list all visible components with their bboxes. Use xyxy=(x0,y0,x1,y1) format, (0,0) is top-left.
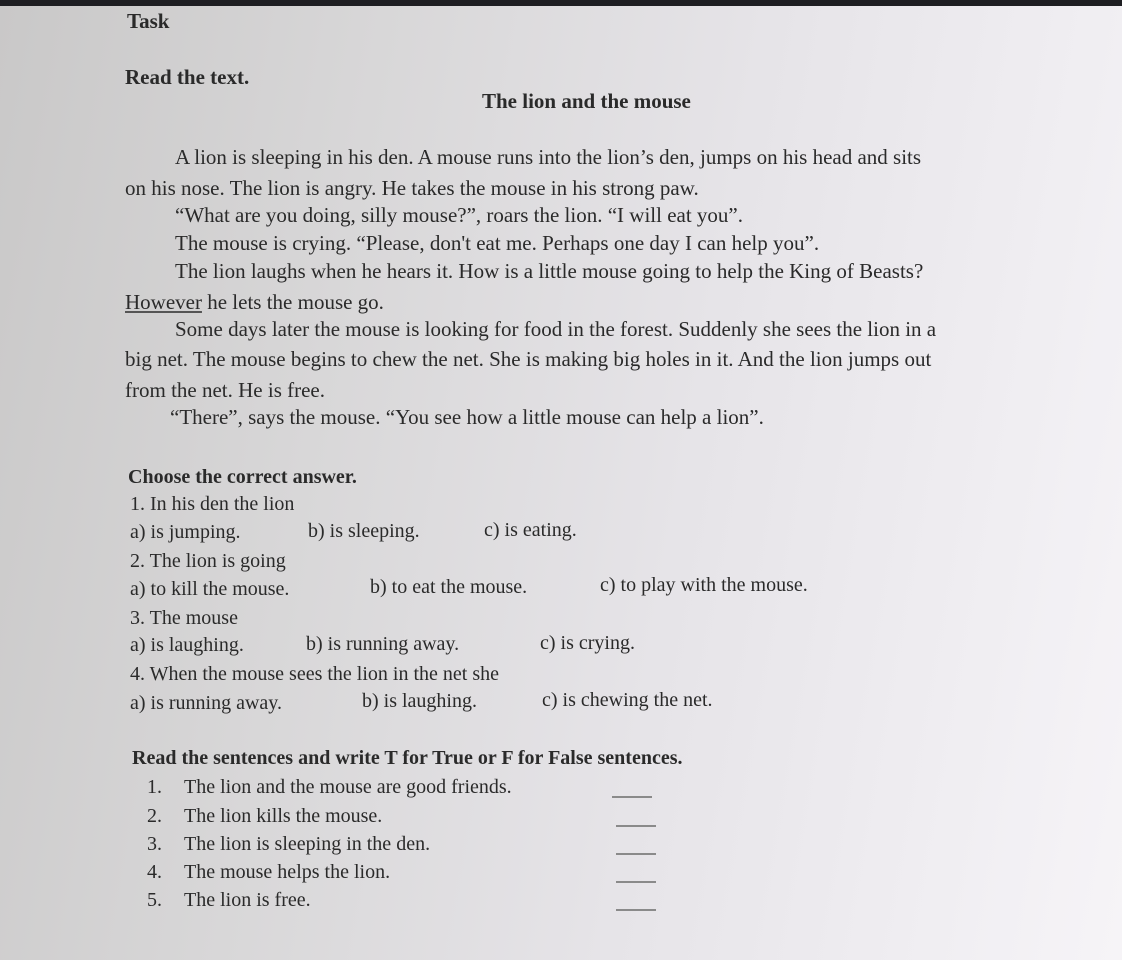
tf-statement: The mouse helps the lion. xyxy=(184,861,391,883)
question-stem: 4. When the mouse sees the lion in the net she xyxy=(130,663,499,685)
answer-option: c) to play with the mouse. xyxy=(600,574,808,596)
tf-statement: The lion is free. xyxy=(184,889,311,911)
story-title: The lion and the mouse xyxy=(482,89,691,113)
answer-option: b) is sleeping. xyxy=(308,520,420,542)
answer-option: c) is chewing the net. xyxy=(542,689,713,711)
tf-number: 2. xyxy=(147,805,162,827)
answer-option: b) is laughing. xyxy=(362,690,477,712)
answer-blank[interactable] xyxy=(616,909,656,911)
answer-option: a) is running away. xyxy=(130,692,282,714)
tf-number: 1. xyxy=(147,776,162,798)
story-line: “There”, says the mouse. “You see how a little mouse can help a lion”. xyxy=(170,405,764,429)
story-line: The mouse is crying. “Please, don't eat me. Perhaps one day I can help you”. xyxy=(175,231,820,255)
story-line: The lion laughs when he hears it. How is a little mouse going to help the King of Beasts? xyxy=(175,259,924,283)
answer-blank[interactable] xyxy=(616,881,656,883)
quiz-heading: Choose the correct answer. xyxy=(128,466,357,488)
story-line: on his nose. The lion is angry. He takes the mouse in his strong paw. xyxy=(125,176,699,200)
answer-blank[interactable] xyxy=(612,796,652,798)
story-line: big net. The mouse begins to chew the net. She is making big holes in it. And the lion jumps out xyxy=(125,347,932,371)
story-line: A lion is sleeping in his den. A mouse runs into the lion’s den, jumps on his head and sits xyxy=(175,145,922,169)
story-line: from the net. He is free. xyxy=(125,378,326,402)
true-false-heading: Read the sentences and write T for True or F for False sentences. xyxy=(132,747,683,769)
answer-option: b) to eat the mouse. xyxy=(370,576,528,598)
answer-option: c) is eating. xyxy=(484,519,577,541)
tf-statement: The lion and the mouse are good friends. xyxy=(184,776,512,798)
answer-blank[interactable] xyxy=(616,825,656,827)
story-line-rest: he lets the mouse go. xyxy=(207,290,384,314)
question-stem: 1. In his den the lion xyxy=(130,493,295,515)
tf-number: 4. xyxy=(147,861,162,883)
answer-option: a) is laughing. xyxy=(130,634,244,656)
question-stem: 2. The lion is going xyxy=(130,550,286,572)
answer-option: a) to kill the mouse. xyxy=(130,578,290,600)
top-edge xyxy=(0,0,1122,6)
answer-option: a) is jumping. xyxy=(130,521,241,543)
story-line: Some days later the mouse is looking for food in the forest. Suddenly she sees the lion in a xyxy=(175,317,937,341)
question-stem: 3. The mouse xyxy=(130,607,238,629)
tf-statement: The lion is sleeping in the den. xyxy=(184,833,431,855)
read-instruction: Read the text. xyxy=(125,65,250,89)
tf-number: 3. xyxy=(147,833,162,855)
tf-statement: The lion kills the mouse. xyxy=(184,805,383,827)
answer-option: c) is crying. xyxy=(540,632,635,654)
story-line xyxy=(125,290,384,314)
however-word: However xyxy=(125,290,202,314)
answer-blank[interactable] xyxy=(616,853,656,855)
tf-number: 5. xyxy=(147,889,162,911)
answer-option: b) is running away. xyxy=(306,633,460,655)
task-label: Task xyxy=(127,9,170,33)
story-line: “What are you doing, silly mouse?”, roars the lion. “I will eat you”. xyxy=(175,203,743,227)
